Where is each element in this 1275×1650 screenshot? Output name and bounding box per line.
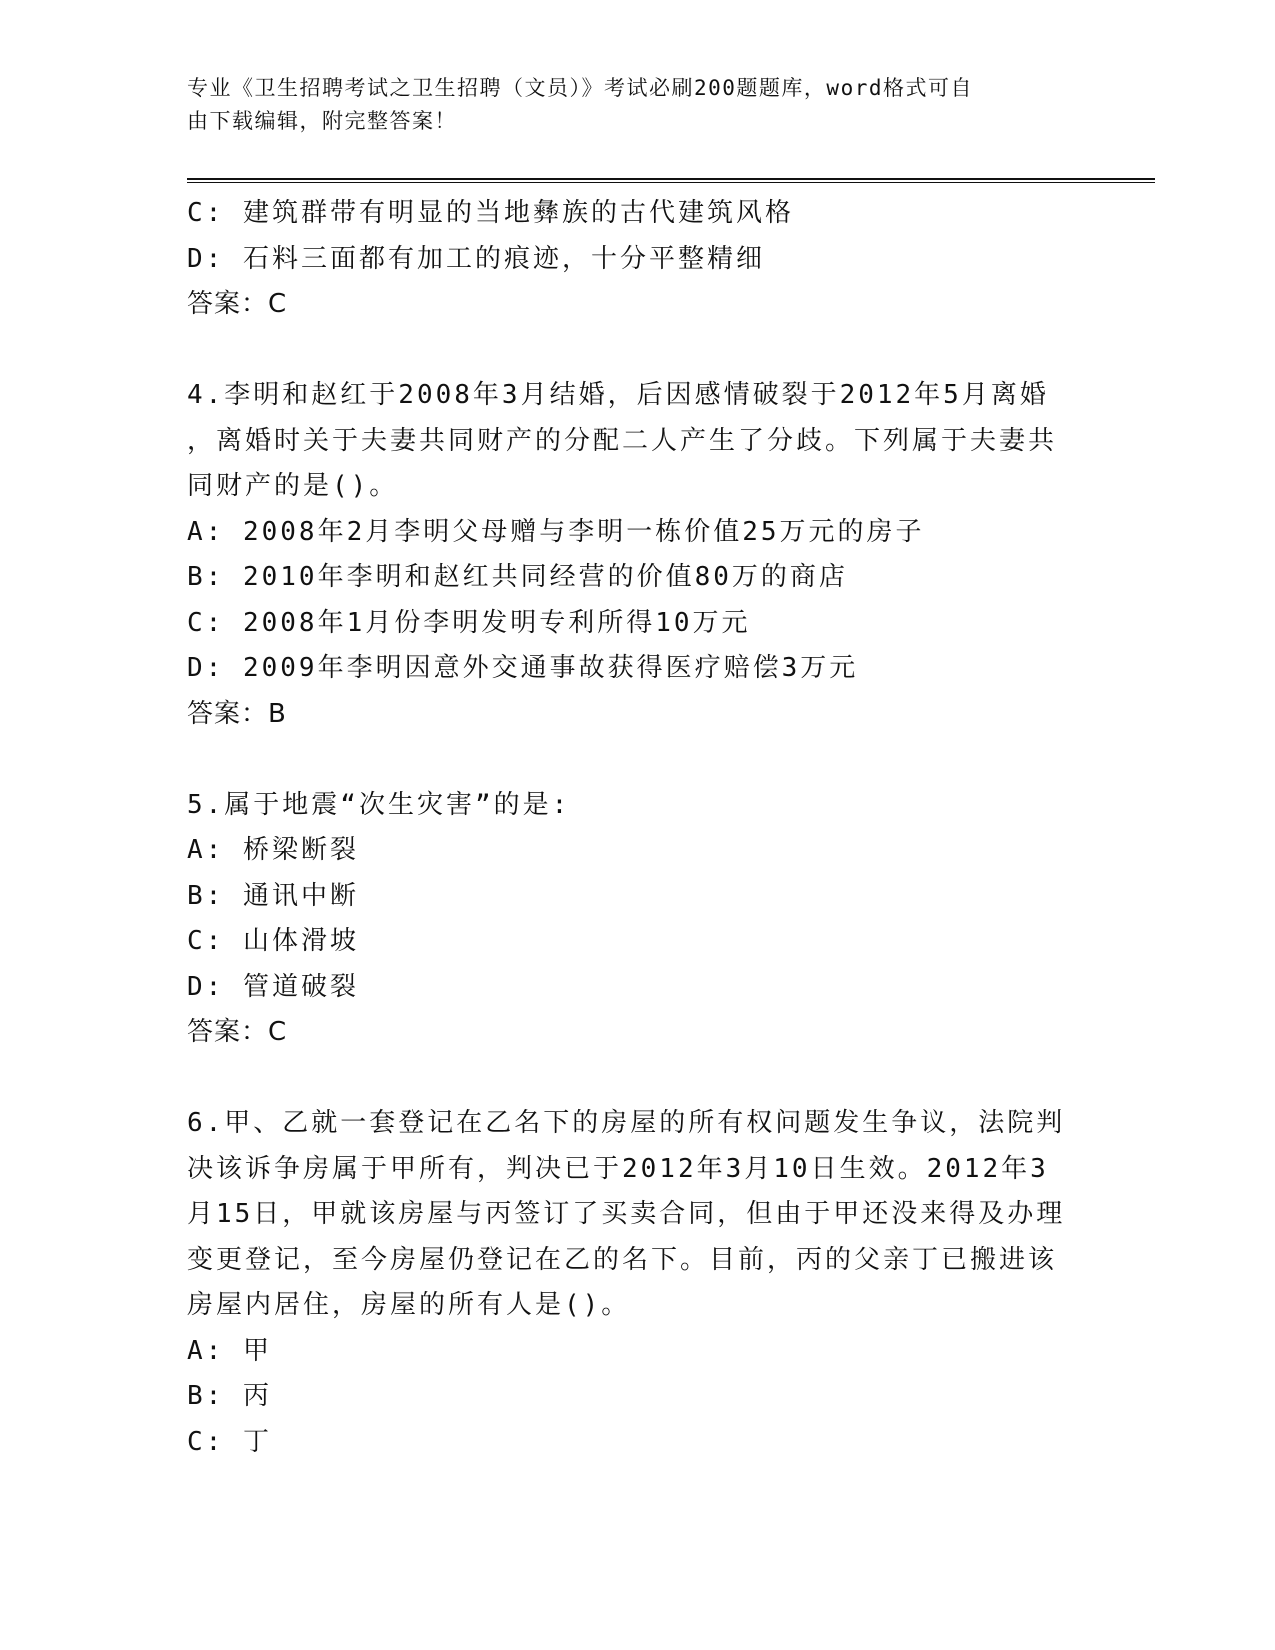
question-stem-line: 决该诉争房属于甲所有，判决已于2012年3月10日生效。2012年3: [187, 1153, 1049, 1184]
question-stem-line: 4.李明和赵红于2008年3月结婚，后因感情破裂于2012年5月离婚: [187, 380, 1049, 410]
option-d: D: 管道破裂: [187, 971, 359, 1002]
spacer: [187, 1056, 1087, 1102]
option-b: B: 2010年李明和赵红共同经营的价值80万的商店: [187, 562, 848, 592]
question-stem-line: 5.属于地震“次生灾害”的是:: [187, 789, 571, 820]
question-6: [187, 1101, 1087, 1465]
header-divider: [187, 178, 1155, 183]
question-stem-line: 变更登记，至今房屋仍登记在乙的名下。目前，丙的父亲丁已搬进该: [187, 1244, 1058, 1275]
header-line-2: 由下载编辑，附完整答案！: [187, 109, 457, 133]
option-d: D: 石料三面都有加工的痕迹，十分平整精细: [187, 243, 765, 274]
answer-line: 答案：B: [187, 698, 287, 729]
document-header: [187, 72, 1067, 138]
question-4: [187, 373, 1087, 737]
answer-line: 答案：C: [187, 1017, 288, 1047]
document-body: [187, 191, 1087, 1465]
question-stem-line: 6.甲、乙就一套登记在乙名下的房屋的所有权问题发生争议，法院判: [187, 1108, 1066, 1138]
spacer: [187, 737, 1087, 783]
header-line-1: 专业《卫生招聘考试之卫生招聘（文员）》考试必刷200题题库，word格式可自: [187, 76, 973, 100]
question-3-tail: [187, 191, 1087, 328]
answer-line: 答案：C: [187, 289, 288, 319]
option-c: C: 山体滑坡: [187, 926, 359, 956]
option-a: A: 桥梁断裂: [187, 835, 359, 865]
question-5: [187, 783, 1087, 1056]
question-stem-line: 房屋内居住，房屋的所有人是()。: [187, 1290, 631, 1320]
option-b: B: 通讯中断: [187, 880, 359, 911]
spacer: [187, 328, 1087, 374]
option-d: D: 2009年李明因意外交通事故获得医疗赔偿3万元: [187, 653, 859, 683]
option-a: A: 甲: [187, 1335, 272, 1366]
option-c: C: 建筑群带有明显的当地彝族的古代建筑风格: [187, 198, 794, 228]
question-stem-line: ，离婚时关于夫妻共同财产的分配二人产生了分歧。下列属于夫妻共: [187, 425, 1058, 456]
option-c: C: 丁: [187, 1426, 272, 1457]
option-a: A: 2008年2月李明父母赠与李明一栋价值25万元的房子: [187, 516, 925, 547]
option-b: B: 丙: [187, 1381, 272, 1411]
question-stem-line: 月15日，甲就该房屋与丙签订了买卖合同，但由于甲还没来得及办理: [187, 1199, 1066, 1229]
question-stem-line: 同财产的是()。: [187, 471, 399, 501]
option-c: C: 2008年1月份李明发明专利所得10万元: [187, 607, 751, 638]
